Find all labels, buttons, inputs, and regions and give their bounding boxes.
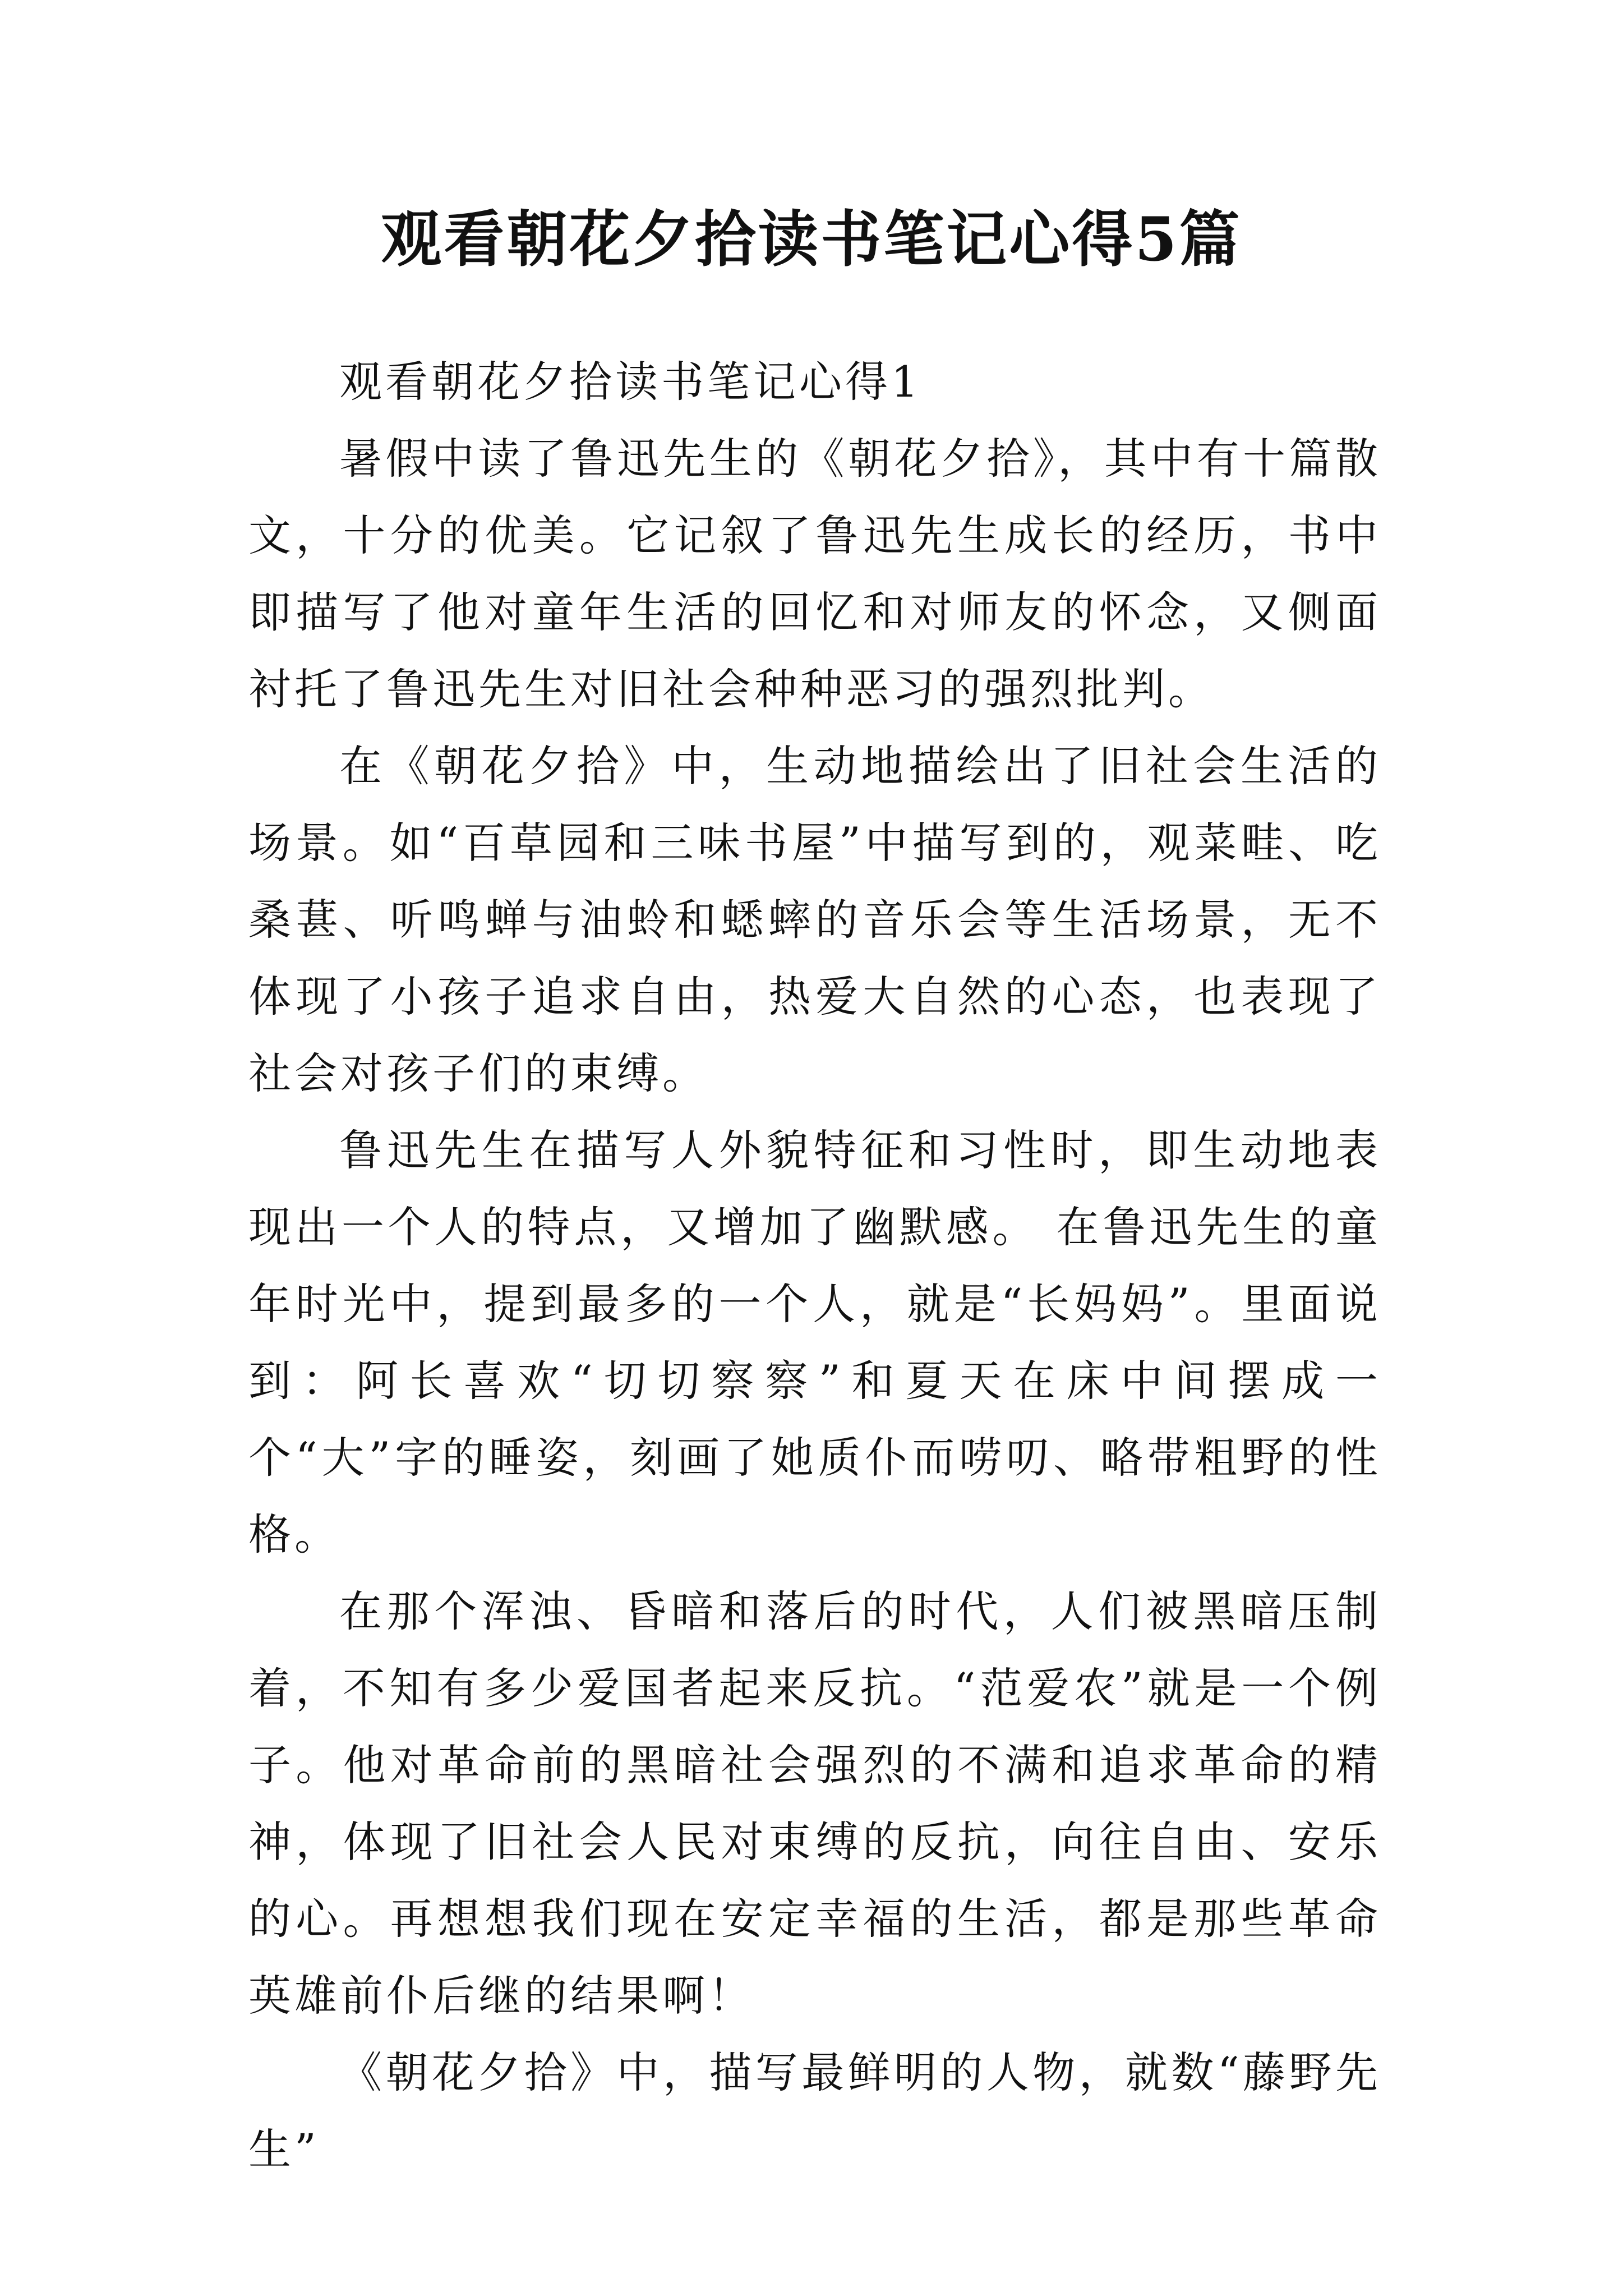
paragraph-4: 在那个浑浊、昏暗和落后的时代，人们被黑暗压制着，不知有多少爱国者起来反抗。“范爱农”就是一个例子。他对革命前的黑暗社会强烈的不满和追求革命的精神，体现了旧社会人民对束缚的反抗，向往自由、安乐的心。再想想我们现在安定幸福的生活，都是那些革命英雄前仆后继的结果啊！: [248, 1586, 1381, 2021]
section-heading: 观看朝花夕拾读书笔记心得1: [339, 357, 922, 407]
paragraph-3: 鲁迅先生在描写人外貌特征和习性时，即生动地表现出一个人的特点，又增加了幽默感。 在鲁迅先生的童年时光中，提到最多的一个人，就是“长妈妈”。里面说到：阿长喜欢“切切察察”和夏天在床中间摆成一个“大”字的睡姿，刻画了她质仆而唠叨、略带粗野的性格。: [248, 1125, 1381, 1559]
paragraph-2: 在《朝花夕拾》中，生动地描绘出了旧社会生活的场景。如“百草园和三味书屋”中描写到的，观菜畦、吃桑葚、听鸣蝉与油蛉和蟋蟀的音乐会等生活场景，无不体现了小孩子追求自由，热爱大自然的心态，也表现了社会对孩子们的束缚。: [248, 741, 1381, 1098]
document-title: 观看朝花夕拾读书笔记心得5篇: [381, 204, 1242, 275]
paragraph-1: 暑假中读了鲁迅先生的《朝花夕拾》，其中有十篇散文，十分的优美。它记叙了鲁迅先生成长的经历，书中即描写了他对童年生活的回忆和对师友的怀念，又侧面衬托了鲁迅先生对旧社会种种恶习的强烈批判。: [248, 434, 1381, 714]
paragraph-5: 《朝花夕拾》中，描写最鲜明的人物，就数“藤野先生”: [248, 2047, 1381, 2174]
document-body: [248, 343, 1381, 2188]
